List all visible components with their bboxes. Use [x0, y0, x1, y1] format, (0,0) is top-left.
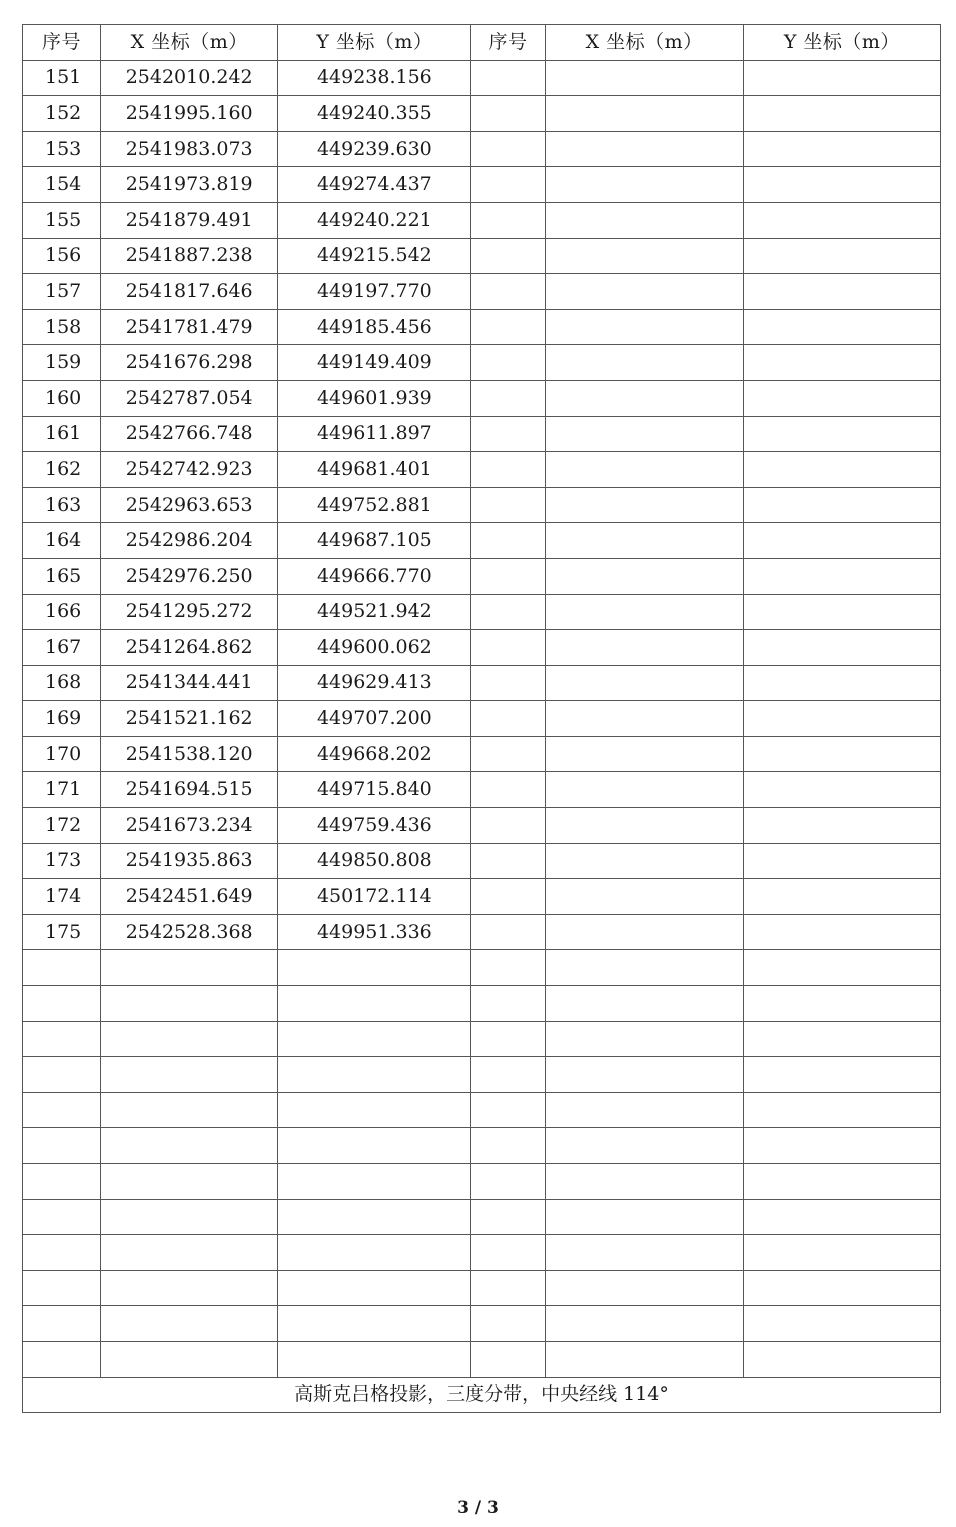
cell-seq-right: [471, 843, 545, 879]
cell-y: 449752.881: [278, 487, 471, 523]
cell-y-right: [743, 879, 940, 915]
empty-cell: [23, 1128, 101, 1164]
empty-cell: [471, 950, 545, 986]
cell-seq-right: [471, 452, 545, 488]
header-y-right: Y 坐标（m）: [743, 25, 940, 61]
cell-y: 449715.840: [278, 772, 471, 808]
cell-x: 2541344.441: [101, 665, 278, 701]
empty-cell: [471, 1021, 545, 1057]
cell-seq: 159: [23, 345, 101, 381]
cell-y: 449215.542: [278, 238, 471, 274]
cell-y-right: [743, 772, 940, 808]
cell-x: 2542963.653: [101, 487, 278, 523]
cell-y: 449681.401: [278, 452, 471, 488]
cell-seq-right: [471, 416, 545, 452]
empty-cell: [101, 1128, 278, 1164]
cell-x-right: [545, 202, 743, 238]
cell-y: 449238.156: [278, 60, 471, 96]
cell-y: 450172.114: [278, 879, 471, 915]
cell-x-right: [545, 274, 743, 310]
cell-x-right: [545, 630, 743, 666]
table-row: [23, 131, 941, 167]
cell-x: 2542528.368: [101, 914, 278, 950]
empty-cell: [743, 986, 940, 1022]
empty-cell: [23, 1021, 101, 1057]
empty-cell: [278, 1306, 471, 1342]
cell-x: 2541521.162: [101, 701, 278, 737]
page-number: 3 / 3: [457, 1498, 499, 1518]
cell-seq-right: [471, 879, 545, 915]
empty-cell: [23, 1270, 101, 1306]
empty-cell: [278, 1164, 471, 1200]
table-header-row: [23, 25, 941, 61]
empty-cell: [101, 1199, 278, 1235]
empty-cell: [545, 1270, 743, 1306]
cell-x-right: [545, 772, 743, 808]
empty-cell: [101, 1021, 278, 1057]
cell-y: 449197.770: [278, 274, 471, 310]
cell-seq: 170: [23, 736, 101, 772]
cell-seq-right: [471, 558, 545, 594]
cell-seq-right: [471, 238, 545, 274]
cell-y-right: [743, 523, 940, 559]
cell-seq: 161: [23, 416, 101, 452]
empty-cell: [743, 1235, 940, 1271]
cell-seq: 174: [23, 879, 101, 915]
table-row: [23, 914, 941, 950]
empty-cell: [278, 1092, 471, 1128]
table-footer-row: [23, 1377, 941, 1413]
cell-x-right: [545, 843, 743, 879]
cell-seq: 171: [23, 772, 101, 808]
table-row: [23, 879, 941, 915]
cell-seq: 164: [23, 523, 101, 559]
cell-y: 449611.897: [278, 416, 471, 452]
cell-x: 2541879.491: [101, 202, 278, 238]
cell-y-right: [743, 416, 940, 452]
cell-x-right: [545, 380, 743, 416]
empty-cell: [743, 1021, 940, 1057]
empty-cell: [471, 1235, 545, 1271]
empty-cell: [545, 986, 743, 1022]
cell-seq: 154: [23, 167, 101, 203]
cell-y-right: [743, 701, 940, 737]
empty-cell: [471, 1128, 545, 1164]
cell-seq: 162: [23, 452, 101, 488]
cell-x: 2542986.204: [101, 523, 278, 559]
cell-y: 449707.200: [278, 701, 471, 737]
cell-seq: 156: [23, 238, 101, 274]
empty-cell: [278, 1270, 471, 1306]
cell-seq: 166: [23, 594, 101, 630]
cell-x-right: [545, 416, 743, 452]
empty-cell: [743, 1092, 940, 1128]
table-row: [23, 416, 941, 452]
cell-x: 2541538.120: [101, 736, 278, 772]
empty-cell: [278, 1341, 471, 1377]
cell-seq-right: [471, 772, 545, 808]
cell-seq-right: [471, 345, 545, 381]
empty-cell: [545, 1128, 743, 1164]
cell-seq-right: [471, 630, 545, 666]
cell-y-right: [743, 843, 940, 879]
cell-y: 449687.105: [278, 523, 471, 559]
table-row: [23, 736, 941, 772]
cell-x-right: [545, 345, 743, 381]
cell-y-right: [743, 238, 940, 274]
empty-cell: [278, 1128, 471, 1164]
cell-seq: 169: [23, 701, 101, 737]
empty-cell: [545, 1164, 743, 1200]
empty-cell: [101, 1057, 278, 1093]
cell-seq-right: [471, 914, 545, 950]
empty-cell: [278, 1021, 471, 1057]
cell-seq: 175: [23, 914, 101, 950]
cell-x-right: [545, 594, 743, 630]
table-row: [23, 96, 941, 132]
cell-y: 449951.336: [278, 914, 471, 950]
cell-y-right: [743, 131, 940, 167]
cell-y-right: [743, 487, 940, 523]
empty-cell: [471, 1164, 545, 1200]
empty-cell: [23, 1199, 101, 1235]
cell-x: 2541781.479: [101, 309, 278, 345]
empty-table-row: [23, 986, 941, 1022]
cell-x-right: [545, 238, 743, 274]
cell-seq: 157: [23, 274, 101, 310]
empty-cell: [23, 1306, 101, 1342]
table-row: [23, 487, 941, 523]
cell-seq-right: [471, 309, 545, 345]
cell-seq-right: [471, 665, 545, 701]
cell-x-right: [545, 914, 743, 950]
cell-seq: 153: [23, 131, 101, 167]
cell-y-right: [743, 96, 940, 132]
empty-cell: [545, 1306, 743, 1342]
cell-x: 2541694.515: [101, 772, 278, 808]
empty-cell: [471, 1199, 545, 1235]
empty-table-row: [23, 1341, 941, 1377]
table-row: [23, 309, 941, 345]
empty-cell: [101, 1270, 278, 1306]
table-row: [23, 843, 941, 879]
cell-x: 2541295.272: [101, 594, 278, 630]
table-row: [23, 274, 941, 310]
empty-cell: [278, 986, 471, 1022]
cell-x-right: [545, 736, 743, 772]
projection-note: 高斯克吕格投影，三度分带，中央经线 114°: [23, 1377, 941, 1413]
cell-seq-right: [471, 60, 545, 96]
empty-cell: [23, 1235, 101, 1271]
table-row: [23, 701, 941, 737]
cell-x-right: [545, 665, 743, 701]
cell-y: 449240.221: [278, 202, 471, 238]
cell-y-right: [743, 202, 940, 238]
table-row: [23, 60, 941, 96]
empty-cell: [278, 1057, 471, 1093]
empty-cell: [101, 950, 278, 986]
cell-seq: 165: [23, 558, 101, 594]
empty-cell: [101, 1092, 278, 1128]
cell-seq-right: [471, 167, 545, 203]
empty-table-row: [23, 1021, 941, 1057]
cell-y-right: [743, 274, 940, 310]
cell-seq-right: [471, 808, 545, 844]
cell-seq-right: [471, 523, 545, 559]
cell-y: 449149.409: [278, 345, 471, 381]
empty-table-row: [23, 950, 941, 986]
empty-cell: [101, 986, 278, 1022]
cell-y-right: [743, 630, 940, 666]
cell-y: 449240.355: [278, 96, 471, 132]
cell-x: 2542787.054: [101, 380, 278, 416]
cell-y-right: [743, 452, 940, 488]
cell-x-right: [545, 167, 743, 203]
cell-x-right: [545, 131, 743, 167]
header-x-right: X 坐标（m）: [545, 25, 743, 61]
empty-cell: [545, 1021, 743, 1057]
cell-y: 449521.942: [278, 594, 471, 630]
cell-y: 449185.456: [278, 309, 471, 345]
cell-seq-right: [471, 202, 545, 238]
empty-cell: [471, 1057, 545, 1093]
cell-y: 449239.630: [278, 131, 471, 167]
empty-cell: [743, 1199, 940, 1235]
cell-x-right: [545, 523, 743, 559]
empty-cell: [278, 950, 471, 986]
table-row: [23, 594, 941, 630]
cell-seq: 152: [23, 96, 101, 132]
cell-seq-right: [471, 736, 545, 772]
cell-x: 2542976.250: [101, 558, 278, 594]
cell-y-right: [743, 60, 940, 96]
cell-y: 449601.939: [278, 380, 471, 416]
cell-x: 2542766.748: [101, 416, 278, 452]
table-row: [23, 772, 941, 808]
cell-x-right: [545, 808, 743, 844]
empty-table-row: [23, 1270, 941, 1306]
table-row: [23, 808, 941, 844]
empty-cell: [278, 1235, 471, 1271]
empty-cell: [545, 950, 743, 986]
empty-cell: [471, 1092, 545, 1128]
empty-cell: [743, 1164, 940, 1200]
empty-cell: [101, 1235, 278, 1271]
cell-seq: 155: [23, 202, 101, 238]
empty-cell: [545, 1092, 743, 1128]
cell-y: 449759.436: [278, 808, 471, 844]
cell-y-right: [743, 914, 940, 950]
empty-table-row: [23, 1199, 941, 1235]
cell-seq-right: [471, 594, 545, 630]
empty-table-row: [23, 1128, 941, 1164]
cell-x-right: [545, 452, 743, 488]
cell-seq-right: [471, 274, 545, 310]
cell-y: 449850.808: [278, 843, 471, 879]
cell-seq: 172: [23, 808, 101, 844]
cell-y-right: [743, 665, 940, 701]
cell-x: 2542010.242: [101, 60, 278, 96]
empty-cell: [743, 1270, 940, 1306]
cell-x-right: [545, 96, 743, 132]
cell-y-right: [743, 558, 940, 594]
empty-table-row: [23, 1164, 941, 1200]
cell-seq-right: [471, 380, 545, 416]
cell-x-right: [545, 309, 743, 345]
empty-cell: [23, 1057, 101, 1093]
empty-cell: [101, 1341, 278, 1377]
cell-y-right: [743, 594, 940, 630]
empty-table-row: [23, 1057, 941, 1093]
cell-x: 2541887.238: [101, 238, 278, 274]
empty-cell: [743, 1128, 940, 1164]
cell-seq-right: [471, 701, 545, 737]
cell-x-right: [545, 879, 743, 915]
cell-x: 2542742.923: [101, 452, 278, 488]
cell-y-right: [743, 380, 940, 416]
empty-cell: [545, 1235, 743, 1271]
cell-x-right: [545, 487, 743, 523]
table-row: [23, 167, 941, 203]
cell-seq-right: [471, 96, 545, 132]
cell-y: 449274.437: [278, 167, 471, 203]
empty-table-row: [23, 1306, 941, 1342]
cell-x: 2541673.234: [101, 808, 278, 844]
cell-seq: 167: [23, 630, 101, 666]
cell-y-right: [743, 309, 940, 345]
cell-y: 449600.062: [278, 630, 471, 666]
empty-cell: [23, 950, 101, 986]
table-row: [23, 452, 941, 488]
table-row: [23, 665, 941, 701]
empty-cell: [23, 1164, 101, 1200]
table-body: [23, 60, 941, 1377]
cell-x-right: [545, 60, 743, 96]
table-row: [23, 380, 941, 416]
empty-cell: [743, 1057, 940, 1093]
cell-seq: 173: [23, 843, 101, 879]
cell-seq-right: [471, 131, 545, 167]
cell-x: 2541983.073: [101, 131, 278, 167]
empty-cell: [101, 1164, 278, 1200]
empty-cell: [743, 1306, 940, 1342]
table-row: [23, 202, 941, 238]
table-row: [23, 558, 941, 594]
header-seq-left: 序号: [23, 25, 101, 61]
empty-cell: [23, 1092, 101, 1128]
cell-seq: 163: [23, 487, 101, 523]
empty-cell: [471, 1270, 545, 1306]
coordinate-table: [22, 24, 941, 1413]
empty-cell: [471, 1341, 545, 1377]
empty-cell: [23, 1341, 101, 1377]
cell-x: 2542451.649: [101, 879, 278, 915]
empty-cell: [471, 986, 545, 1022]
cell-y-right: [743, 345, 940, 381]
coordinate-table-container: [22, 24, 941, 1413]
cell-x: 2541973.819: [101, 167, 278, 203]
cell-x: 2541264.862: [101, 630, 278, 666]
cell-x-right: [545, 701, 743, 737]
table-row: [23, 345, 941, 381]
cell-x: 2541676.298: [101, 345, 278, 381]
empty-cell: [23, 986, 101, 1022]
cell-y: 449668.202: [278, 736, 471, 772]
empty-cell: [545, 1057, 743, 1093]
cell-seq-right: [471, 487, 545, 523]
table-row: [23, 238, 941, 274]
empty-cell: [545, 1199, 743, 1235]
empty-cell: [101, 1306, 278, 1342]
table-row: [23, 630, 941, 666]
cell-x: 2541995.160: [101, 96, 278, 132]
cell-seq: 151: [23, 60, 101, 96]
empty-cell: [743, 1341, 940, 1377]
empty-cell: [471, 1306, 545, 1342]
empty-cell: [278, 1199, 471, 1235]
header-x-left: X 坐标（m）: [101, 25, 278, 61]
cell-seq: 160: [23, 380, 101, 416]
cell-y: 449666.770: [278, 558, 471, 594]
empty-cell: [545, 1341, 743, 1377]
cell-x: 2541817.646: [101, 274, 278, 310]
empty-cell: [743, 950, 940, 986]
cell-seq: 168: [23, 665, 101, 701]
cell-seq: 158: [23, 309, 101, 345]
empty-table-row: [23, 1235, 941, 1271]
cell-y-right: [743, 167, 940, 203]
header-y-left: Y 坐标（m）: [278, 25, 471, 61]
empty-table-row: [23, 1092, 941, 1128]
table-row: [23, 523, 941, 559]
cell-y-right: [743, 808, 940, 844]
cell-y: 449629.413: [278, 665, 471, 701]
cell-y-right: [743, 736, 940, 772]
cell-x: 2541935.863: [101, 843, 278, 879]
cell-x-right: [545, 558, 743, 594]
header-seq-right: 序号: [471, 25, 545, 61]
